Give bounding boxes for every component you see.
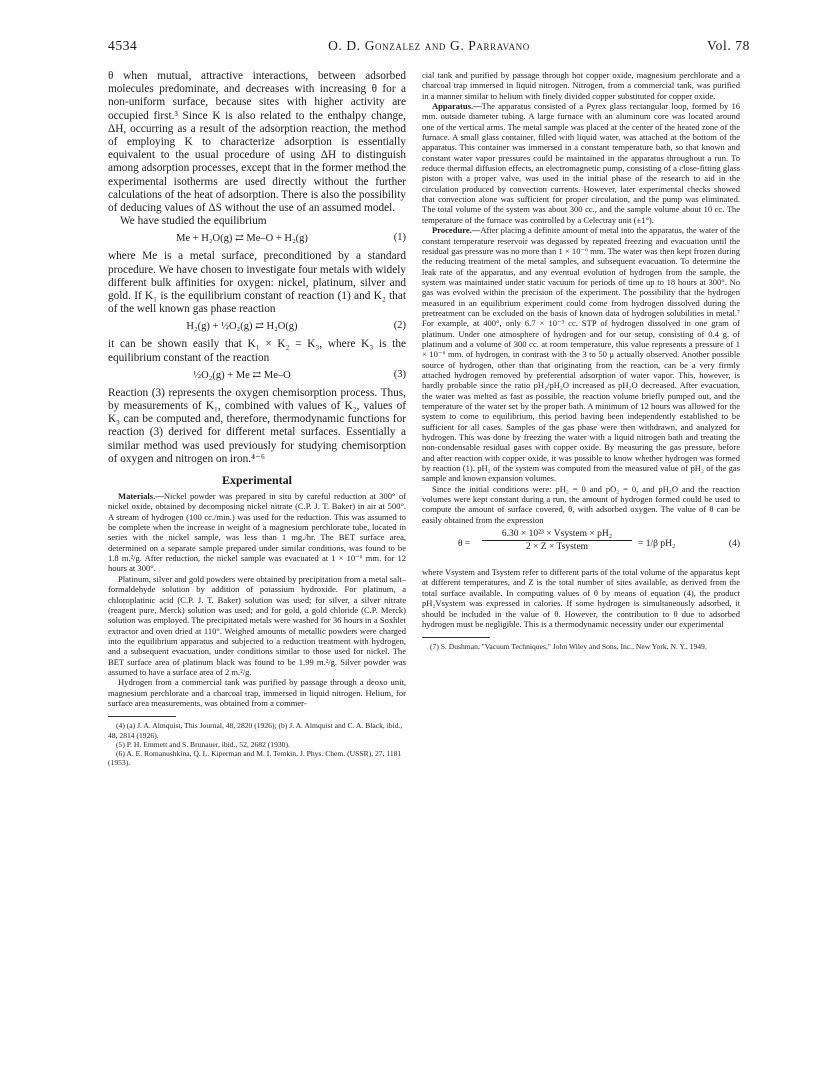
- equation-4-rhs: = 1/β pH₂: [638, 539, 676, 550]
- paragraph-reaction3: Reaction (3) represents the oxygen chemisorption process. Thus, by measurements of K₁, combined with values of K₂, values of K₃ can be computed and, therefore, thermodynamic functions for reaction (3) derived for different metal surfaces. Essentially a similar method was used previously for studying chemisorption of oxygen and nitrogen on iron.⁴⁻⁶: [108, 386, 406, 465]
- paragraph-studied: We have studied the equilibrium: [120, 215, 267, 228]
- footnote-rule: [108, 716, 176, 717]
- equation-3-number: (3): [393, 368, 406, 380]
- paragraph-constants: it can be shown easily that K₁ × K₂ = K₃, where K₃ is the equilibrium constant of the reaction: [108, 338, 406, 364]
- footnote-5: (5) P. H. Emmett and S. Brunauer, ibid., 52, 2682 (1930).: [116, 739, 290, 749]
- run-in-procedure: Procedure.—: [432, 225, 481, 236]
- paragraph-initial-conditions: Since the initial conditions were: pH₂ = 0 and pO₂ = 0, and pH₂O and the reaction volumes were kept constant during a run, the amount of hydrogen formed could be used to compute the amount of surface covered, θ, with adsorbed oxygen. The value of θ can be easily obtained from the expression: [422, 483, 740, 525]
- footnote-6: (6) A. E. Romanushkina, Q. L. Kiperman and M. I. Temkin, J. Phys. Chem. (USSR), 27, 1181 (1953).: [108, 749, 402, 768]
- equation-4-denominator: 2 × Z × Tsystem: [525, 542, 589, 553]
- run-in-materials: Materials.—: [118, 491, 164, 502]
- equation-4-fraction: [482, 529, 632, 552]
- equation-2: [108, 318, 406, 336]
- equation-4-number: (4): [728, 539, 740, 550]
- running-header: [108, 38, 750, 58]
- equation-1-expr: Me + H₂O(g) ⇄ Me–O + H₂(g): [176, 233, 308, 245]
- equation-1-number: (1): [393, 232, 406, 244]
- footnote-7: (7) S. Dushman, "Vacuum Techniques," John Wiley and Sons, Inc., New York, N. Y., 1949.: [430, 642, 707, 652]
- equation-4-numerator: 6.30 × 10²³ × Vsystem × pH₂: [482, 529, 632, 541]
- equation-1: [108, 230, 406, 248]
- procedure-text: After placing a definite amount of metal into the apparatus, the water of the constant temperature reservoir was degassed by repeated freezing and evacuation until the residual gas pressure was no more than 1 × 10⁻⁶ mm. The water was then kept frozen during the reducing treatment of the metal samples, and subsequent evacuation. To determine the leak rate of the apparatus, and any eventual evolution of hydrogen from the sample, the system was maintained under static vacuum for periods of time up to 18 hours at 300°. No gas was evolved within the precision of the experiment. The possibility that the hydrogen measured in an equilibrium experiment could come from hydrogen dissolved during the pretreatment can be excluded on the basis of known data of hydrogen solubilities in metal.⁷ For example, at 400°, only 6.7 × 10⁻³ cc. STP of hydrogen dissolved in one gram of platinum. Under one atmosphere of hydrogen and for our setup, consisting of 0.4 g. of platinum and a volume of 300 cc. at room temperature, this value represents a pressure of 1 × 10⁻⁶ mm. of hydrogen, in contrast with the 3 to 50 μ actually observed. Another possible source of hydrogen, other than that originating from the reaction, can be a very firmly attached hydrogen removed by preferential adsorption of water vapor. This, however, is hardly probable since the ratio pH₂/pH₂O increased as pH₂O decreased. After evacuation, the water was melted as fast as possible, the reaction volume briefly pumped out, and the temperature of the water set by the proper bath. A minimum of 12 hours was allowed for the system to come to equilibrium, this period having been independently established to be sufficient for all cases. Samples of the gas phase were then withdrawn, and analyzed for hydrogen. This was done by freezing the water with a liquid nitrogen bath and treating the non-condensable residual gases with copper oxide. By measuring the gas pressure, before and after reaction with copper oxide, it was possible to know whether hydrogen was formed by reaction (1). pH₂ of the system was computed from the measured value of pH₂ of the gas sample and known expansion volumes.: [422, 225, 740, 484]
- paragraph-procedure: [422, 225, 740, 484]
- equation-4: [422, 529, 740, 563]
- paragraph-commercial: cial tank and purified by passage through hot copper oxide, magnesium perchlorate and a charcoal trap immersed in liquid nitrogen. Nitrogen, from a commercial tank, was purified in a manner similar to helium with finely divided copper substituted for copper oxide.: [422, 70, 740, 101]
- paragraph-apparatus: [422, 101, 740, 225]
- equation-3: [108, 367, 406, 385]
- author-line: O. D. Gonzalez and G. Parravano: [328, 38, 530, 53]
- paragraph-hydrogen: Hydrogen from a commercial tank was purified by passage through a deoxo unit, magnesium perchlorate and a charcoal trap, immersed in liquid nitrogen. Helium, for surface area measurements, was obtained from a commer-: [108, 677, 406, 708]
- materials-text: Nickel powder was prepared in situ by careful reduction at 300° of nickel oxide, obtained by decomposing nickel nitrate (C.P. J. T. Baker) in air at 500°. A stream of hydrogen (100 cc./min.) was used for the reduction. This was assumed to be complete when the increase in weight of a magnesium perchlorate tube, located in series with the nickel sample, was less than 1 mg./hr. The BET surface area, determined on a separate sample prepared under similar conditions, was found to be 1.8 m.²/g. After reduction, the nickel sample was evacuated at 1 × 10⁻⁶ mm. for 12 hours at 300°.: [108, 491, 406, 574]
- run-in-apparatus: Apparatus.—: [432, 101, 482, 112]
- page-number: 4534: [108, 38, 138, 53]
- equation-3-expr: ½O₂(g) + Me ⇄ Me–O: [193, 369, 291, 381]
- equation-4-lhs: θ =: [458, 539, 471, 550]
- equation-2-expr: H₂(g) + ½O₂(g) ⇄ H₂O(g): [186, 321, 298, 333]
- left-column: [108, 70, 406, 768]
- volume-label: Vol. 78: [707, 38, 750, 53]
- paragraph-metals: where Me is a metal surface, preconditioned by a standard procedure. We have chosen to investigate four metals with widely different bulk affinities for oxygen: nickel, platinum, silver and gold. If K₁ is the equilibrium constant of reaction (1) and K₂ that of the well known gas phase reaction: [108, 250, 406, 316]
- paragraph-platinum: Platinum, silver and gold powders were obtained by precipitation from a metal salt–formaldehyde solution by addition of potassium hydroxide. For platinum, a chloroplatinic acid (C.P. J. T. Baker) solution was used; for silver, a silver nitrate (reagent pure, Merck) solution was used; and for gold, a gold chloride (C.P. Merck) solution was employed. The precipitated metals were washed for 36 hours in a Soxhlet extractor and oven dried at 110°. Weighed amounts of metallic powders were charged into the equilibrium apparatus and subjected to a reduction treatment with hydrogen, and a subsequent evacuation, under conditions similar to those used for nickel. The BET surface area of platinum black was found to be 1.99 m.²/g. Silver powder was assumed to have a surface area of 2 m.²/g.: [108, 573, 406, 677]
- paragraph-where: where Vsystem and Tsystem refer to different parts of the total volume of the apparatus kept at different temperatures, and Z is the total number of sites available, as derived from the total surface available. In computing values of θ by means of equation (4), the product pH₂Vsystem was expressed in calories. If some hydrogen is simultaneously adsorbed, it should be included in the value of θ. However, the contribution to θ due to adsorbed hydrogen must be negligible. This is a thermodynamic necessity under our experimental: [422, 567, 740, 629]
- section-heading-experimental: Experimental: [222, 473, 292, 488]
- paragraph-materials: [108, 491, 406, 574]
- right-column: [422, 70, 740, 651]
- apparatus-text: The apparatus consisted of a Pyrex glass rectangular loop, formed by 16 mm. outside diameter tubing. A large furnace with an aluminum core was located around one of the vertical arms. The metal sample was placed at the center of the heated zone of the furnace. A small glass container, filled with liquid water, was attached at the bottom of the apparatus. This container was immersed in a constant temperature bath, so that known and constant water vapor pressures could be maintained in the apparatus throughout a run. To reduce thermal diffusion effects, an electromagnetic pump, consisting of a close-fitting glass piston with a proper valve, was used in the initial phase of the research to aid in the circulation produced by convection currents. However, later experimental checks showed that convection alone was sufficient for proper circulation, and the pump was eliminated. The total volume of the system was about 300 cc., and the sample volume about 10 cc. The temperature of the furnace was controlled by a Celectray unit (±1°).: [422, 101, 740, 225]
- footnote-rule-right: [422, 637, 490, 638]
- equation-2-number: (2): [393, 320, 406, 332]
- footnote-4: (4) (a) J. A. Almquist, This Journal, 48, 2820 (1926); (b) J. A. Almquist and C. A. Black, ibid., 48, 2814 (1926).: [108, 721, 403, 740]
- paragraph-theta: θ when mutual, attractive interactions, between adsorbed molecules predominate, and decreases with increasing θ for a non-uniform surface, because sites with higher activity are occupied first.³ Since K is also related to the enthalpy change, ΔH, occurring as a result of the adsorption reaction, the method of employing K to characterize adsorption is essentially equivalent to the usual procedure of using ΔH to distinguish among adsorption processes, except that in the former method the experimental isotherms are used directly without the further calculations of the heat of adsorption. There is also the possibility of deducing values of ΔS without the use of an assumed model.: [108, 70, 406, 215]
